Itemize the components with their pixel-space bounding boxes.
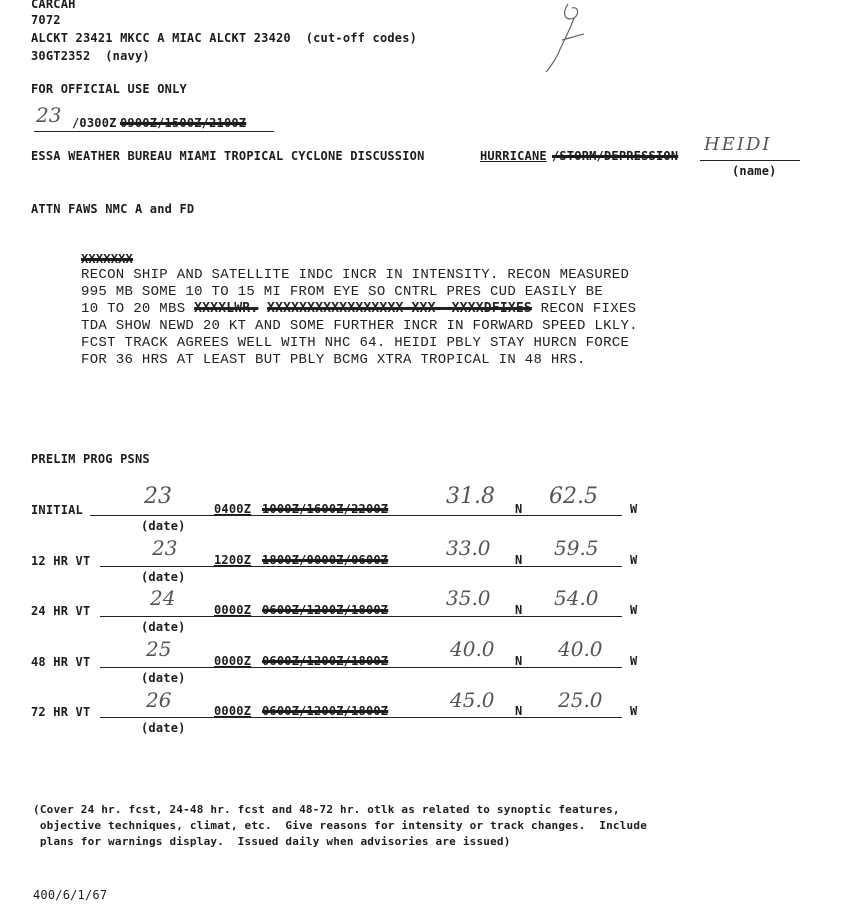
row-lat: 31.8	[446, 484, 495, 509]
row-date: 24	[150, 586, 176, 610]
name-rule	[700, 160, 800, 161]
row-date: 25	[146, 637, 172, 661]
instructions-line-3: plans for warnings display. Issued daily when advisories are issued)	[33, 835, 511, 848]
row-time: 1200Z	[214, 553, 252, 567]
row-label: 72 HR VT	[31, 705, 91, 719]
row-n: N	[515, 553, 523, 567]
instructions-line-1: (Cover 24 hr. fcst, 24-48 hr. fcst and 48-72 hr. otlk as related to synoptic features,	[33, 803, 620, 816]
initials-scribble	[540, 0, 600, 75]
row-time: 0000Z	[214, 603, 252, 617]
storm-name-handwritten: HEIDI	[704, 134, 772, 155]
row-time: 0400Z	[214, 502, 252, 516]
row-time-struck: 1000Z/1600Z/2200Z	[262, 502, 389, 516]
row-date-caption: (date)	[141, 570, 186, 584]
row-lon: 54.0	[554, 586, 599, 610]
header-line-codes: ALCKT 23421 MKCC A MIAC ALCKT 23420 (cut-off codes)	[31, 31, 418, 45]
row-w: W	[630, 654, 638, 668]
row-w: W	[630, 553, 638, 567]
row-time-struck: 0600Z/1200Z/1800Z	[262, 654, 389, 668]
row-time: 0000Z	[214, 654, 252, 668]
discussion-line-6: FOR 36 HRS AT LEAST BUT PBLY BCMG XTRA TROPICAL IN 48 HRS.	[81, 352, 586, 368]
row-lon: 40.0	[558, 637, 603, 661]
row-time-struck: 0600Z/1200Z/1800Z	[262, 704, 389, 718]
discussion-line-5: FCST TRACK AGREES WELL WITH NHC 64. HEIDI PBLY STAY HURCN FORCE	[81, 335, 630, 351]
discussion-line-3	[81, 302, 636, 316]
form-id: 400/6/1/67	[33, 888, 108, 902]
discussion-struck-header: XXXXXXX	[81, 252, 133, 266]
title-hurricane: HURRICANE	[480, 149, 547, 163]
discussion-line-4: TDA SHOW NEWD 20 KT AND SOME FURTHER INCR IN FORWARD SPEED LKLY.	[81, 318, 638, 334]
instructions-line-2: objective techniques, climat, etc. Give reasons for intensity or track changes. Include	[33, 819, 648, 832]
header-line-number: 7072	[31, 13, 61, 27]
row-date: 26	[146, 688, 172, 712]
row-w: W	[630, 704, 638, 718]
row-time-struck: 0600Z/1200Z/1800Z	[262, 603, 389, 617]
row-date-caption: (date)	[141, 721, 186, 735]
row-w: W	[630, 502, 638, 516]
row-label: 48 HR VT	[31, 655, 91, 669]
title-struck-types: /STORM/DEPRESSION	[552, 149, 679, 163]
row-date-caption: (date)	[141, 620, 186, 634]
row-date: 23	[152, 536, 178, 560]
row-label: INITIAL	[31, 503, 83, 517]
row-label: 12 HR VT	[31, 554, 91, 568]
row-n: N	[515, 704, 523, 718]
row-lon: 62.5	[549, 484, 598, 509]
row-date-caption: (date)	[141, 671, 186, 685]
discussion-line-3-end: RECON FIXES	[531, 301, 637, 317]
date-handwritten: 23	[36, 103, 62, 127]
row-lat: 33.0	[446, 536, 491, 560]
row-lat: 40.0	[450, 637, 495, 661]
official-use-label: FOR OFFICIAL USE ONLY	[31, 82, 187, 96]
row-date-caption: (date)	[141, 519, 186, 533]
row-lon: 59.5	[554, 536, 599, 560]
row-label: 24 HR VT	[31, 604, 91, 618]
time-typed: /0300Z	[72, 116, 117, 130]
header-line-carcah: CARCAH	[31, 0, 76, 11]
discussion-line-1: RECON SHIP AND SATELLITE INDC INCR IN INTENSITY. RECON MEASURED	[81, 267, 630, 283]
discussion-line-2: 995 MB SOME 10 TO 15 MI FROM EYE SO CNTRL PRES CUD EASILY BE	[81, 284, 604, 300]
prog-title: PRELIM PROG PSNS	[31, 452, 150, 466]
attn-line: ATTN FAWS NMC A and FD	[31, 202, 195, 216]
discussion-line-3-struck-a: XXXXLWR.	[194, 301, 259, 316]
time-struck: 0900Z/1500Z/2100Z	[120, 116, 247, 130]
discussion-line-3-struck-b: XXXXXXXXXXXXXXXXX XXX XXXXDFIXES	[267, 301, 532, 316]
discussion-title: ESSA WEATHER BUREAU MIAMI TROPICAL CYCLONE DISCUSSION	[31, 149, 425, 163]
row-lat: 35.0	[446, 586, 491, 610]
row-n: N	[515, 502, 523, 516]
date-rule	[34, 131, 274, 132]
row-date: 23	[144, 484, 172, 509]
row-time-struck: 1800Z/0000Z/0600Z	[262, 553, 389, 567]
row-lon: 25.0	[558, 688, 603, 712]
discussion-line-3-start: 10 TO 20 MBS	[81, 301, 195, 317]
row-w: W	[630, 603, 638, 617]
header-line-navy: 30GT2352 (navy)	[31, 49, 150, 63]
row-time: 0000Z	[214, 704, 252, 718]
row-n: N	[515, 654, 523, 668]
row-n: N	[515, 603, 523, 617]
row-lat: 45.0	[450, 688, 495, 712]
name-caption: (name)	[732, 164, 777, 178]
